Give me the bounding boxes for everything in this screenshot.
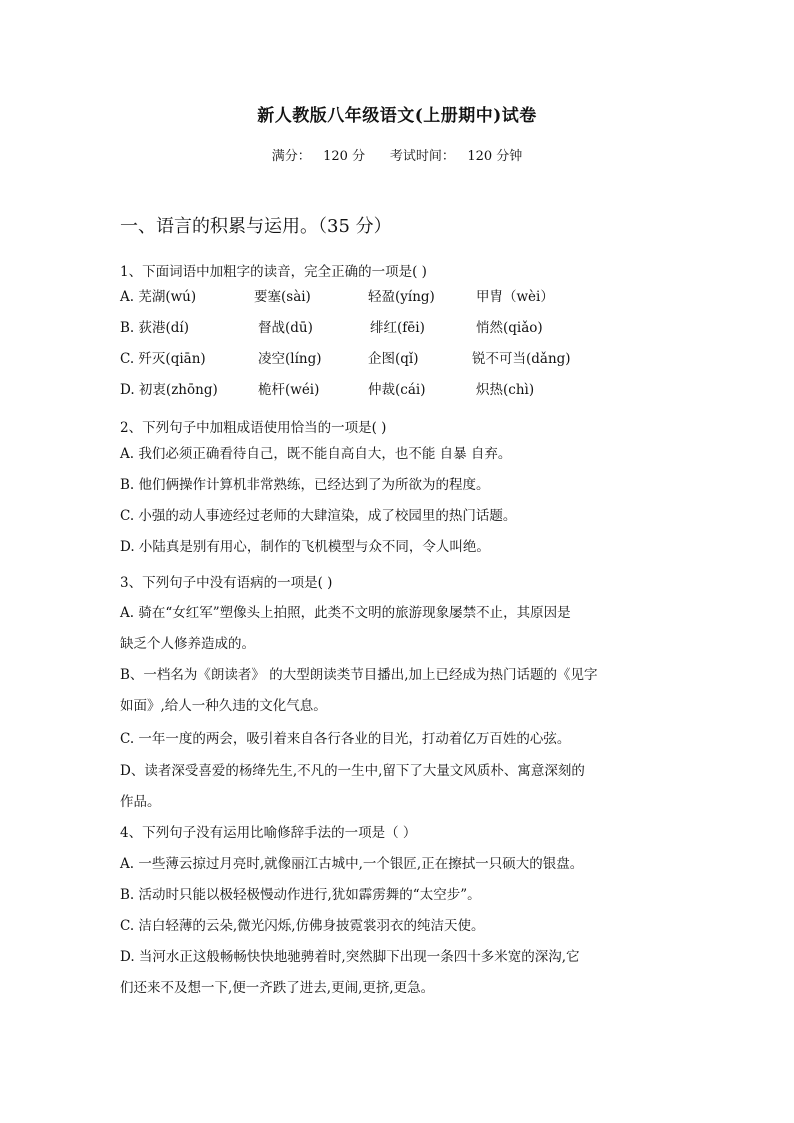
score-value: 120 分 — [323, 149, 366, 164]
q4-option-d-cont: 们还来不及想一下,便一齐跌了进去,更闹,更挤,更急。 — [120, 980, 435, 996]
q1-option: D. 初衷(zhōng) — [120, 382, 218, 398]
q1-option: B. 荻港(dí) — [120, 320, 189, 336]
q1-option: 轻盈(yíng) — [368, 289, 435, 305]
q3-option-d: D、读者深受喜爱的杨绛先生,不凡的一生中,留下了大量文风质朴、寓意深刻的 — [120, 763, 585, 779]
q4-option-c: C. 洁白轻薄的云朵,微光闪烁,仿佛身披霓裳羽衣的纯洁天使。 — [120, 918, 485, 934]
q1-option: 督战(dū) — [258, 320, 313, 336]
q1-stem: 1、下面词语中加粗字的读音，完全正确的一项是( ) — [120, 264, 427, 280]
q1-option: 锐不可当(dǎng) — [472, 351, 571, 367]
q1-option: 仲裁(cái) — [368, 382, 426, 398]
q4-stem: 4、下列句子没有运用比喻修辞手法的一项是（ ） — [120, 825, 417, 841]
q4-option-a: A. 一些薄云掠过月亮时,就像丽江古城中,一个银匠,正在擦拭一只硕大的银盘。 — [120, 856, 584, 872]
q1-option: 要塞(sài) — [254, 289, 311, 305]
q1-option: 绯红(fēi) — [370, 320, 425, 336]
time-label: 考试时间： — [389, 149, 455, 164]
q3-option-b-cont: 如面》,给人一种久违的文化气息。 — [120, 698, 327, 714]
q2-option-a: A. 我们必须正确看待自己，既不能自高自大，也不能 自暴 自弃。 — [120, 446, 512, 462]
q1-option: C. 歼灭(qiān) — [120, 351, 206, 367]
section-heading: 一、语言的积累与运用。（35 分） — [120, 216, 392, 237]
q2-stem: 2、下列句子中加粗成语使用恰当的一项是( ) — [120, 420, 387, 436]
q4-option-b: B. 活动时只能以极轻极慢动作进行,犹如霹雳舞的“太空步”。 — [120, 887, 481, 903]
q3-option-a-cont: 缺乏个人修养造成的。 — [120, 636, 255, 652]
q1-option: 凌空(líng) — [258, 351, 322, 367]
q1-option: 甲胄（wèi） — [476, 289, 554, 305]
q3-option-a: A. 骑在“女红军”塑像头上拍照，此类不文明的旅游现象屡禁不止，其原因是 — [120, 605, 571, 621]
time-value: 120 分钟 — [467, 149, 523, 164]
q3-option-c: C. 一年一度的两会，吸引着来自各行各业的目光，打动着亿万百姓的心弦。 — [120, 731, 571, 747]
q1-option: A. 芜湖(wú) — [120, 289, 197, 305]
page-title: 新人教版八年级语文(上册期中)试卷 — [257, 106, 537, 126]
q2-option-d: D. 小陆真是别有用心，制作的飞机模型与众不同，令人叫绝。 — [120, 539, 490, 555]
q2-option-b: B. 他们俩操作计算机非常熟练，已经达到了为所欲为的程度。 — [120, 477, 490, 493]
q1-option: 企图(qǐ) — [368, 351, 419, 367]
q1-option: 悄然(qiǎo) — [476, 320, 543, 336]
q4-option-d: D. 当河水正这般畅畅快快地驰骋着时,突然脚下出现一条四十多米宽的深沟,它 — [120, 949, 580, 965]
q3-option-b: B、一档名为《朗读者》 的大型朗读类节目播出,加上已经成为热门话题的《见字 — [120, 667, 598, 683]
score-label: 满分： — [271, 149, 311, 164]
q3-option-d-cont: 作品。 — [120, 794, 161, 810]
q3-stem: 3、下列句子中没有语病的一项是( ) — [120, 575, 333, 591]
q2-option-c: C. 小强的动人事迹经过老师的大肆渲染，成了校园里的热门话题。 — [120, 508, 517, 524]
q1-option: 桅杆(wéi) — [258, 382, 320, 398]
q1-option: 炽热(chì) — [476, 382, 535, 398]
exam-meta — [0, 145, 794, 164]
